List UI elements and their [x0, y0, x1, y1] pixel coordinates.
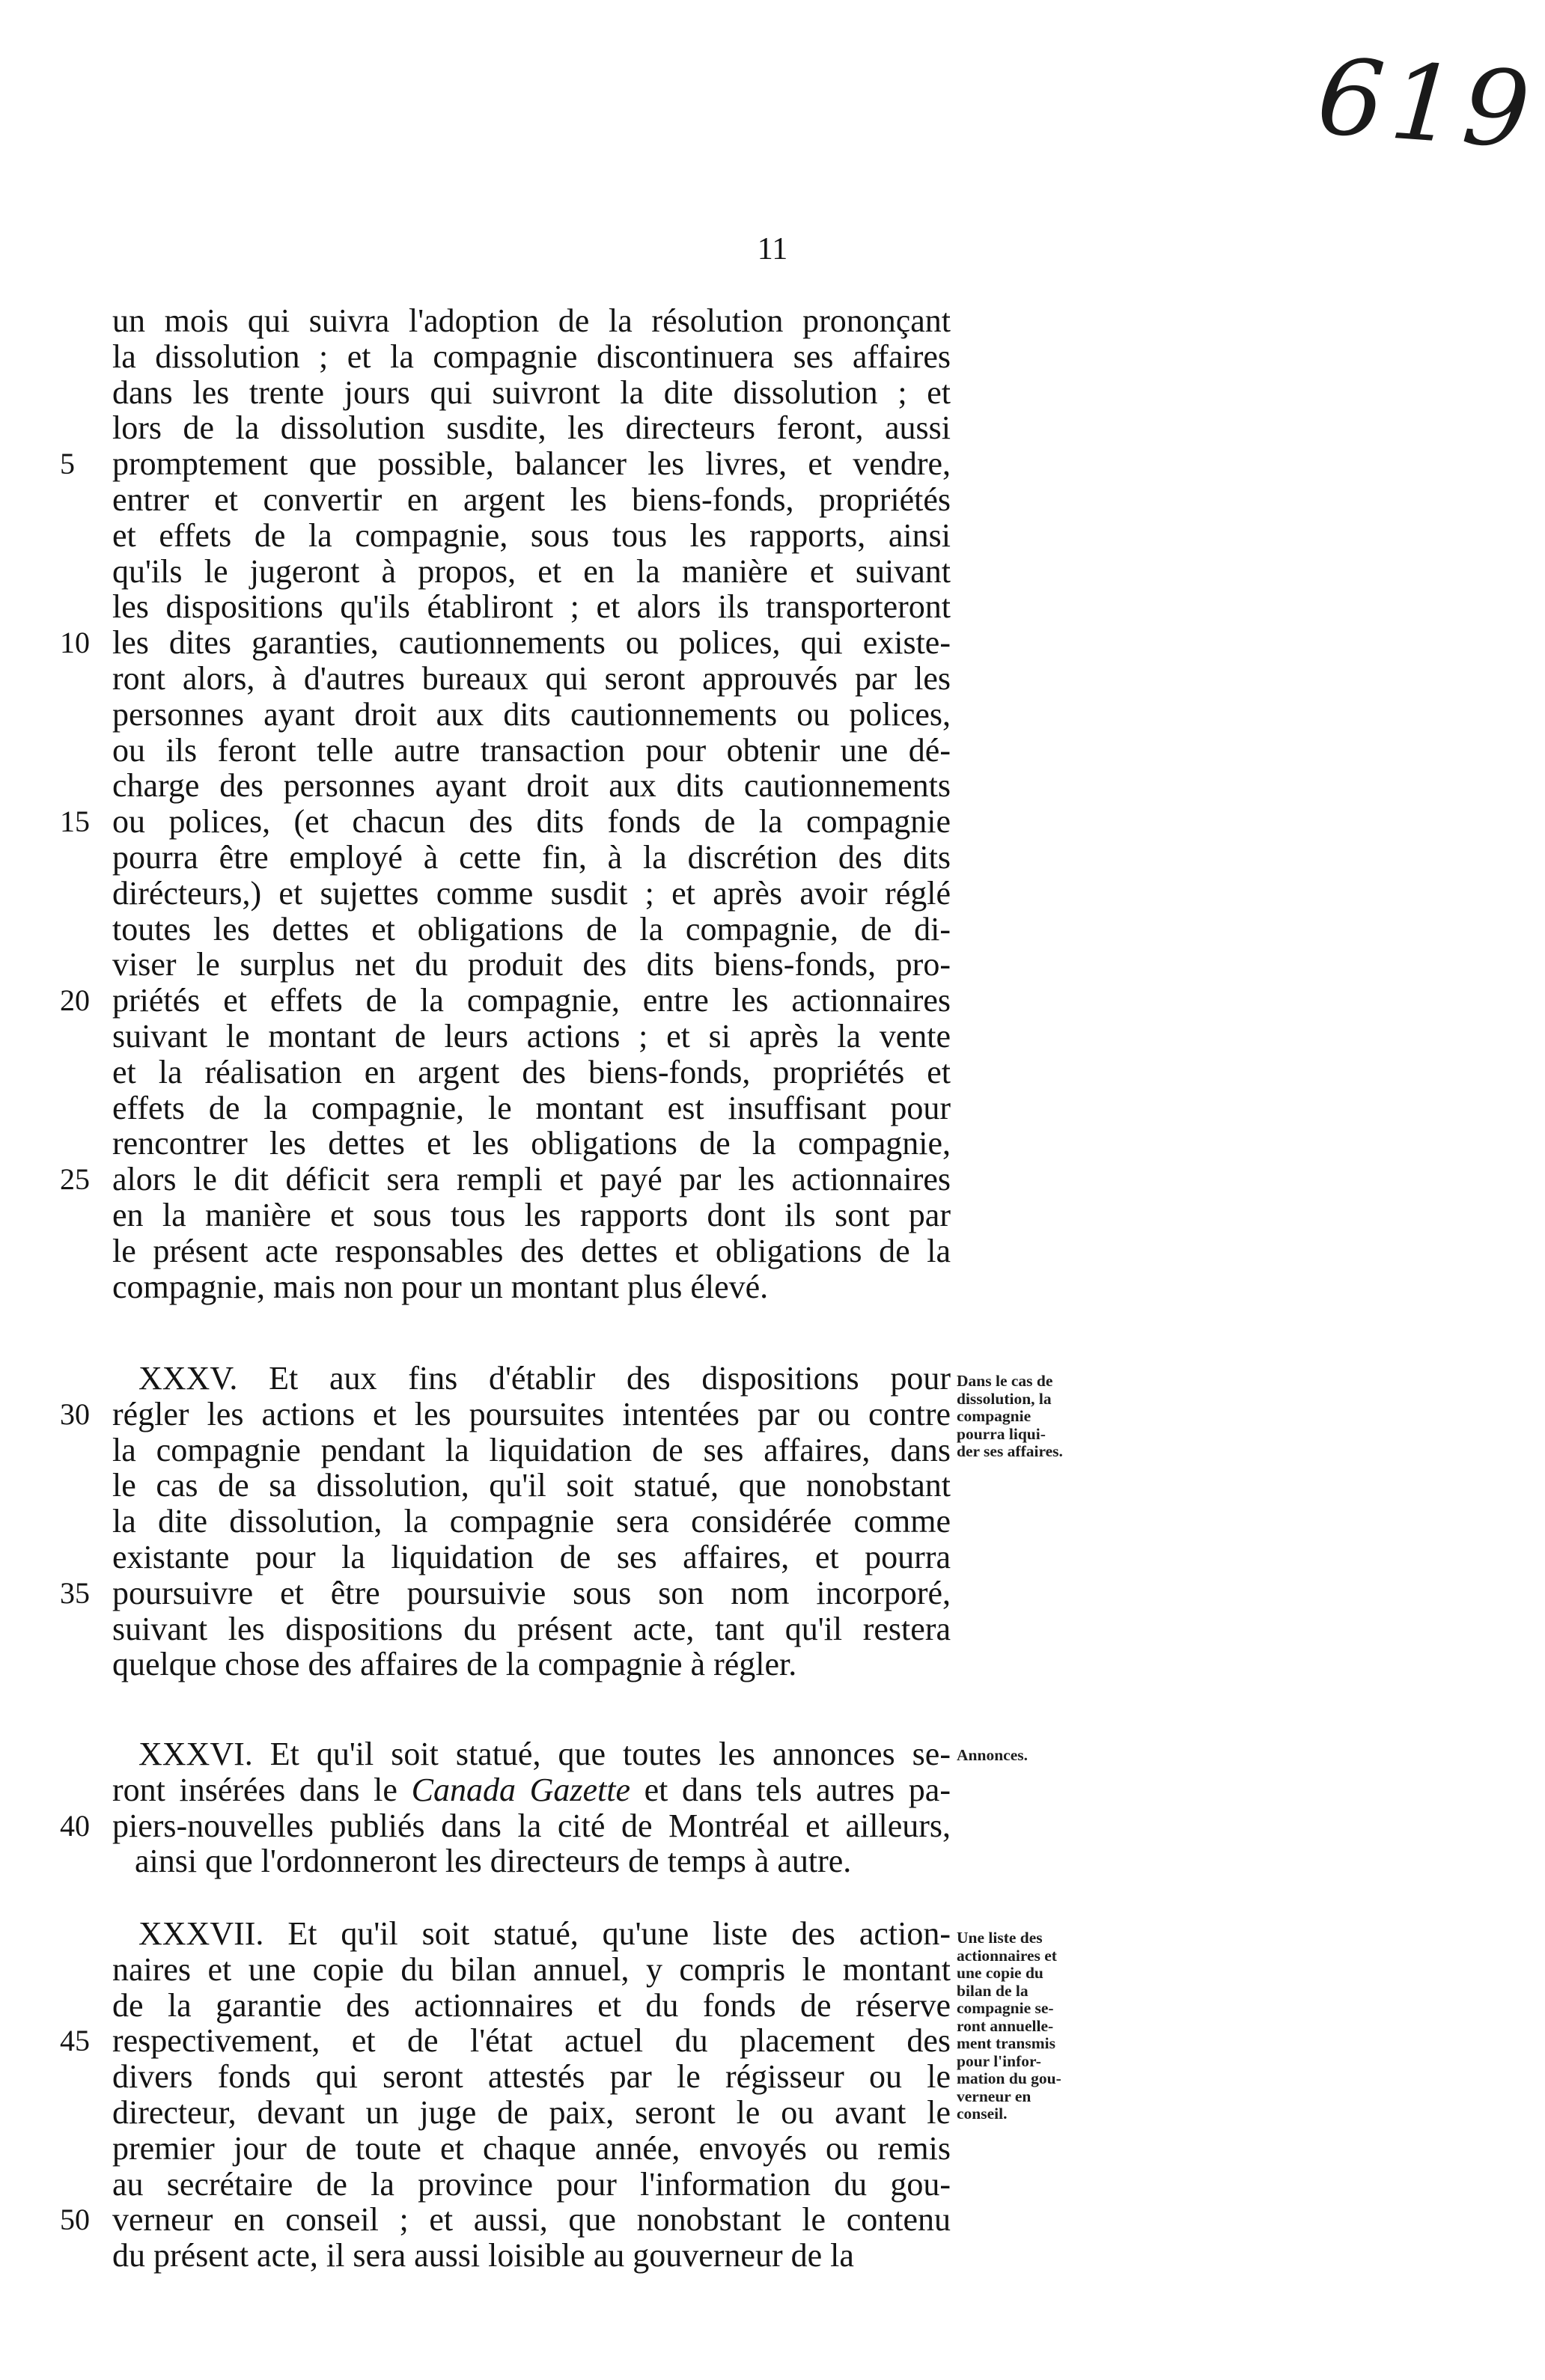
line-text: poursuivre et être poursuivie sous son nom incorporé,	[112, 1574, 951, 1611]
text-line	[112, 1736, 951, 1772]
handwritten-folio-mark: 619	[1313, 36, 1540, 173]
text-line	[112, 1540, 951, 1575]
side-note-line: compagnie	[957, 1407, 1031, 1425]
text-line	[112, 1504, 951, 1540]
line-number: 25	[60, 1162, 90, 1197]
text-line	[112, 1361, 951, 1397]
line-text: les dispositions qu'ils établiront ; et alors ils transporteront	[112, 588, 951, 626]
text-line	[112, 1055, 951, 1090]
line-text: XXXVII. Et qu'il soit statué, qu'une liste des action-	[138, 1915, 951, 1952]
side-note-line: ront annuelle-	[957, 2016, 1054, 2035]
section-xxxvii	[60, 1915, 951, 2274]
side-note-line: ment transmis	[957, 2034, 1055, 2052]
text-line	[112, 410, 951, 446]
line-text: rencontrer les dettes et les obligations de la compagnie,	[112, 1125, 951, 1162]
text-line	[112, 2238, 951, 2274]
line-text: alors le dit déficit sera rempli et payé par les actionnaires	[112, 1161, 951, 1198]
paragraph-continued	[60, 302, 951, 1305]
side-note-line: Une liste des	[957, 1929, 1043, 1947]
gazette-title: Canada Gazette	[411, 1771, 630, 1808]
line-text: ront alors, à d'autres bureaux qui seront approuvés par les	[112, 659, 951, 697]
text-line	[112, 1233, 951, 1269]
line-number: 40	[60, 1808, 90, 1843]
text-line	[112, 1269, 951, 1305]
text-line	[112, 1647, 951, 1682]
line-text: et effets de la compagnie, sous tous les rapports, ainsi	[112, 516, 951, 554]
text-line	[112, 768, 951, 804]
text-line	[60, 2022, 951, 2060]
line-text: la dite dissolution, la compagnie sera considérée comme	[112, 1503, 951, 1540]
line-text: viser le surplus net du produit des dits biens-fonds, pro-	[112, 946, 951, 983]
text-line	[60, 1395, 951, 1432]
line-text: et la réalisation en argent des biens-fonds, propriétés et	[112, 1053, 951, 1090]
text-line	[112, 554, 951, 590]
text-line	[112, 2059, 951, 2095]
section-xxxv	[60, 1360, 951, 1683]
text-line	[112, 876, 951, 912]
text-line	[112, 339, 951, 375]
text-line	[112, 947, 951, 983]
line-text: suivant les dispositions du présent acte, tant qu'il restera	[112, 1610, 951, 1647]
side-note-line: compagnie se-	[957, 1999, 1054, 2017]
line-text: qu'ils le jugeront à propos, et en la manière et suivant	[112, 552, 951, 590]
line-text: en la manière et sous tous les rapports dont ils sont par	[112, 1196, 951, 1233]
text-line	[112, 840, 951, 876]
section-xxxvi	[60, 1736, 951, 1880]
line-text: au secrétaire de la province pour l'information du gou-	[112, 2165, 951, 2203]
text-line	[112, 1019, 951, 1055]
line-text: entrer et convertir en argent les biens-fonds, propriétés	[112, 480, 951, 518]
line-text: ou ils feront telle autre transaction pour obtenir une dé-	[112, 731, 951, 769]
line-text: la compagnie pendant la liquidation de ses affaires, dans	[112, 1431, 951, 1468]
line-text: lors de la dissolution susdite, les directeurs feront, aussi	[112, 409, 951, 447]
side-note-line: der ses affaires.	[957, 1442, 1063, 1460]
line-number: 20	[60, 983, 90, 1018]
side-note-line: Annonces.	[957, 1746, 1028, 1764]
line-text: verneur en conseil ; et aussi, que nonobstant le contenu	[112, 2201, 951, 2239]
text-line	[112, 2167, 951, 2203]
text-line	[112, 1090, 951, 1126]
text-line	[112, 912, 951, 948]
line-text: existante pour la liquidation de ses affaires, et pourra	[112, 1538, 951, 1575]
text-line	[60, 2201, 951, 2239]
side-note-line: mation du gou-	[957, 2069, 1061, 2087]
line-text: directeur, devant un juge de paix, seront le ou avant le	[112, 2093, 951, 2131]
line-text: dans les trente jours qui suivront la dite dissolution ; et	[112, 373, 951, 411]
text-line	[112, 518, 951, 554]
text-line	[112, 482, 951, 518]
line-number: 10	[60, 626, 90, 660]
text-line	[112, 1432, 951, 1468]
line-text: premier jour de toute et chaque année, envoyés ou remis	[112, 2129, 951, 2167]
text-line	[112, 589, 951, 625]
line-text: du présent acte, il sera aussi loisible au gouverneur de la	[112, 2237, 854, 2274]
text-line	[60, 982, 951, 1019]
line-number: 15	[60, 805, 90, 839]
text-line	[112, 1843, 951, 1879]
side-note-liste-actionnaires	[957, 1929, 1129, 2123]
text-line	[112, 1468, 951, 1504]
side-note-line: pour l'infor-	[957, 2051, 1041, 2070]
text-line	[112, 661, 951, 697]
line-text: quelque chose des affaires de la compagnie à régler.	[112, 1646, 797, 1683]
line-text: effets de la compagnie, le montant est insuffisant pour	[112, 1089, 951, 1126]
text-line	[112, 2095, 951, 2131]
side-note-line: dissolution, la	[957, 1389, 1052, 1408]
line-text: dirécteurs,) et sujettes comme susdit ; et après avoir réglé	[112, 874, 951, 912]
side-note-dissolution	[957, 1373, 1129, 1461]
line-text: un mois qui suivra l'adoption de la résolution prononçant	[112, 302, 951, 339]
line-text: le cas de sa dissolution, qu'il soit statué, que nonobstant	[112, 1467, 951, 1504]
line-text: toutes les dettes et obligations de la compagnie, de di-	[112, 910, 951, 948]
line-text: régler les actions et les poursuites intentées par ou contre	[112, 1395, 951, 1432]
side-note-line: une copie du	[957, 1964, 1043, 1982]
side-note-line: actionnaires et	[957, 1946, 1057, 1965]
line-text: ou polices, (et chacun des dits fonds de la compagnie	[112, 803, 951, 840]
line-number: 35	[60, 1575, 90, 1610]
line-text: piers-nouvelles publiés dans la cité de Montréal et ailleurs,	[112, 1807, 951, 1844]
line-text: priétés et effets de la compagnie, entre les actionnaires	[112, 982, 951, 1019]
text-line	[112, 1772, 951, 1808]
side-note-line: bilan de la	[957, 1981, 1029, 2000]
text-line	[60, 803, 951, 840]
text-line	[60, 624, 951, 662]
line-text: de la garantie des actionnaires et du fonds de réserve	[112, 1986, 951, 2024]
line-text: ainsi que l'ordonneront les directeurs de temps à autre.	[135, 1843, 852, 1880]
line-text: naires et une copie du bilan annuel, y compris le montant	[112, 1950, 951, 1988]
text-line	[60, 1574, 951, 1611]
line-text: respectivement, et de l'état actuel du placement des	[112, 2022, 951, 2060]
text-line	[112, 697, 951, 733]
text-line	[60, 445, 951, 483]
text-line	[112, 1126, 951, 1162]
text-line	[60, 1161, 951, 1198]
text-line	[60, 1807, 951, 1844]
line-text: XXXV. Et aux fins d'établir des dispositions pour	[138, 1360, 951, 1397]
line-text: personnes ayant droit aux dits cautionnements ou polices,	[112, 695, 951, 733]
line-text: suivant le montant de leurs actions ; et si après la vente	[112, 1017, 951, 1055]
line-text: le présent acte responsables des dettes et obligations de la	[112, 1232, 951, 1269]
line-text: charge des personnes ayant droit aux dits cautionnements	[112, 767, 951, 805]
text-line	[112, 2131, 951, 2167]
text-line	[112, 375, 951, 411]
line-text: divers fonds qui seront attestés par le régisseur ou le	[112, 2058, 951, 2096]
text-line	[112, 303, 951, 339]
side-note-line: conseil.	[957, 2105, 1008, 2123]
line-number: 45	[60, 2024, 90, 2058]
text-line	[112, 1197, 951, 1233]
side-note-annonces	[957, 1747, 1129, 1765]
side-note-line: verneur en	[957, 2087, 1031, 2105]
text-line	[112, 1611, 951, 1647]
line-number: 5	[60, 447, 75, 481]
line-text: la dissolution ; et la compagnie discontinuera ses affaires	[112, 338, 951, 375]
line-text: ront insérées dans le Canada Gazette et dans tels autres pa-	[112, 1771, 951, 1808]
line-text: compagnie, mais non pour un montant plus élevé.	[112, 1268, 769, 1305]
side-note-line: Dans le cas de	[957, 1372, 1053, 1390]
line-number: 50	[60, 2203, 90, 2237]
text-line	[112, 1952, 951, 1988]
side-note-line: pourra liqui-	[957, 1424, 1046, 1443]
text-line	[112, 1916, 951, 1952]
line-text: les dites garanties, cautionnements ou polices, qui existe-	[112, 624, 951, 662]
page-number: 11	[757, 232, 788, 266]
line-number: 30	[60, 1397, 90, 1431]
text-line	[112, 1988, 951, 2024]
line-text: pourra être employé à cette fin, à la discrétion des dits	[112, 838, 951, 876]
line-text: XXXVI. Et qu'il soit statué, que toutes les annonces se-	[138, 1736, 951, 1772]
text-line	[112, 733, 951, 769]
line-text: promptement que possible, balancer les livres, et vendre,	[112, 445, 951, 483]
